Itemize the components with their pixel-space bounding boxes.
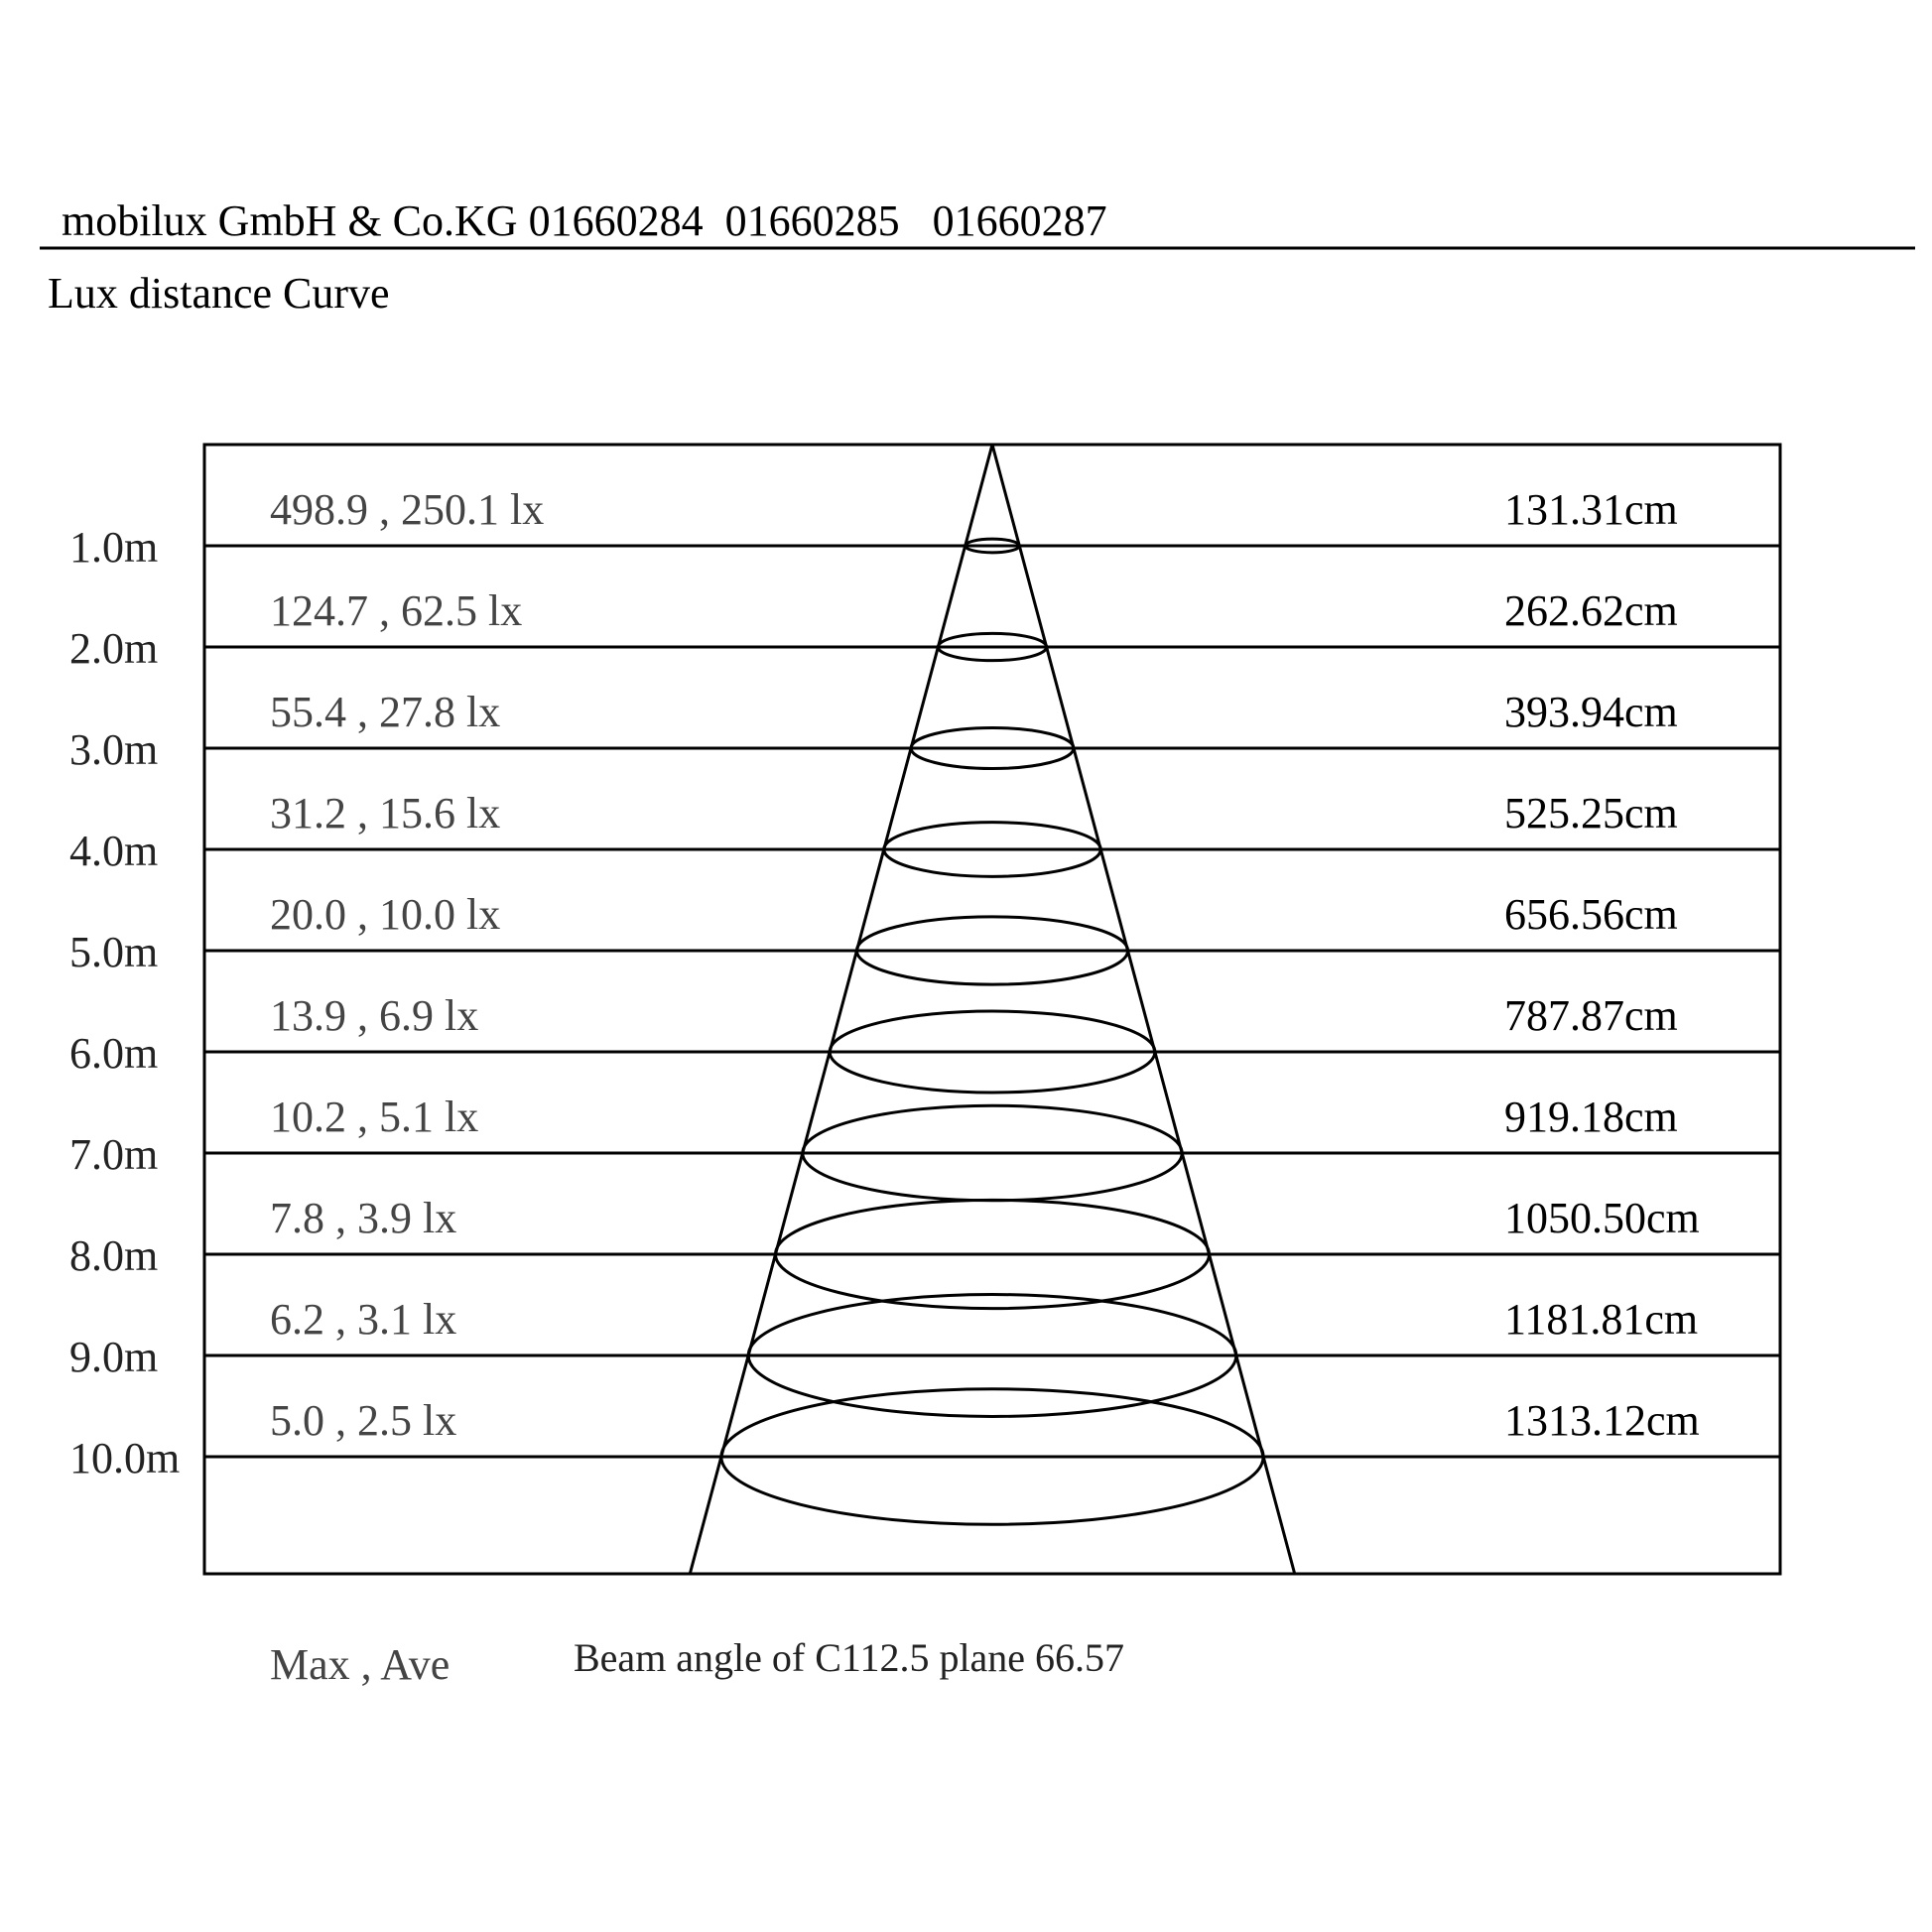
beam-diameter-label: 1050.50cm (1504, 1194, 1700, 1242)
lux-value-label: 498.9 , 250.1 lx (270, 485, 545, 534)
beam-diameter-label: 262.62cm (1504, 586, 1678, 635)
distance-label: 9.0m (69, 1333, 159, 1381)
lux-value-label: 124.7 , 62.5 lx (270, 586, 523, 635)
lux-value-label: 13.9 , 6.9 lx (270, 991, 479, 1040)
distance-label: 5.0m (69, 928, 159, 976)
beam-diameter-label: 787.87cm (1504, 991, 1678, 1040)
lux-value-label: 5.0 , 2.5 lx (270, 1396, 457, 1445)
beam-diameter-label: 1313.12cm (1504, 1396, 1700, 1445)
distance-label: 2.0m (69, 624, 159, 673)
distance-label: 4.0m (69, 827, 159, 875)
beam-diameter-label: 656.56cm (1504, 890, 1678, 939)
beam-diameter-label: 919.18cm (1504, 1093, 1678, 1141)
lux-value-label: 20.0 , 10.0 lx (270, 890, 501, 939)
distance-label: 1.0m (69, 523, 159, 572)
rows-layer (69, 485, 1780, 1482)
lux-value-label: 31.2 , 15.6 lx (270, 789, 501, 837)
legend-label: Max , Ave (270, 1640, 451, 1689)
beam-diameter-label: 525.25cm (1504, 789, 1678, 837)
distance-label: 7.0m (69, 1130, 159, 1179)
lux-value-label: 10.2 , 5.1 lx (270, 1093, 479, 1141)
distance-label: 3.0m (69, 725, 159, 774)
beam-diameter-label: 131.31cm (1504, 485, 1678, 534)
beam-angle-label: Beam angle of C112.5 plane 66.57 (574, 1635, 1125, 1680)
lux-value-label: 7.8 , 3.9 lx (270, 1194, 457, 1242)
distance-label: 6.0m (69, 1029, 159, 1078)
distance-label: 10.0m (69, 1434, 181, 1482)
chart-subtitle: Lux distance Curve (48, 269, 390, 318)
beam-diameter-label: 1181.81cm (1504, 1295, 1699, 1344)
beam-cone (690, 445, 1294, 1574)
beam-diameter-label: 393.94cm (1504, 688, 1678, 736)
lux-value-label: 6.2 , 3.1 lx (270, 1295, 457, 1344)
distance-label: 8.0m (69, 1231, 159, 1280)
header-title: mobilux GmbH & Co.KG 01660284 01660285 01660287 (62, 196, 1107, 245)
lux-value-label: 55.4 , 27.8 lx (270, 688, 501, 736)
